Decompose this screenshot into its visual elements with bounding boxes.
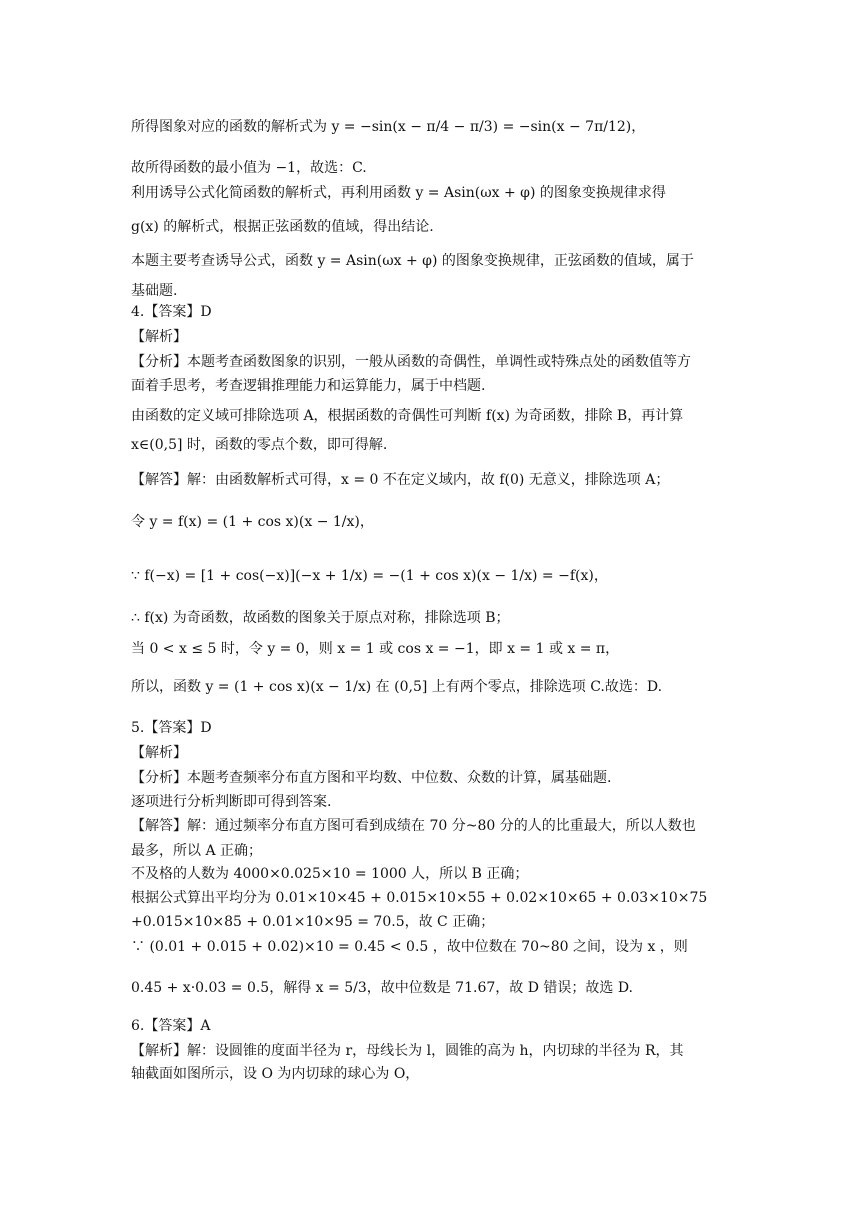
text-line: 基础题. bbox=[131, 283, 178, 299]
formula-line: +0.015×10×85 + 0.01×10×95 = 70.5，故 C 正确； bbox=[131, 914, 495, 930]
text-line: 逐项进行分析判断即可得到答案. bbox=[131, 794, 332, 810]
text-line: 故所得函数的最小值为 −1，故选：C. bbox=[131, 160, 367, 176]
text-line: 【分析】本题考查频率分布直方图和平均数、中位数、众数的计算，属基础题. bbox=[131, 770, 612, 786]
text-line: 面着手思考，考查逻辑推理能力和运算能力，属于中档题. bbox=[131, 378, 486, 394]
answer-heading: 4.【答案】D bbox=[131, 304, 212, 320]
formula-line: 根据公式算出平均分为 0.01×10×45 + 0.015×10×55 + 0.02×10×65 + 0.03×10×75 bbox=[131, 890, 708, 906]
formula-line: 令 y = f(x) = (1 + cos x)(x − 1/x)， bbox=[131, 514, 374, 530]
section-heading: 【解析】 bbox=[131, 745, 187, 761]
section-heading: 【解析】 bbox=[131, 329, 187, 345]
text-line: 由函数的定义域可排除选项 A，根据函数的奇偶性可判断 f(x) 为奇函数，排除 B，再计算 bbox=[131, 408, 684, 424]
formula-line: ∵ (0.01 + 0.015 + 0.02)×10 = 0.45 < 0.5 ，故中位数在 70~80 之间，设为 x ，则 bbox=[131, 939, 688, 955]
text-line: 轴截面如图所示，设 O 为内切球的球心为 O， bbox=[131, 1066, 420, 1082]
text-line: 本题主要考查诱导公式，函数 y = Asin(ωx + φ) 的图象变换规律，正弦函数的值域，属于 bbox=[131, 253, 694, 269]
text-line: 【解答】解：通过频率分布直方图可看到成绩在 70 分~80 分的人的比重最大，所以人数也 bbox=[131, 818, 696, 834]
text-line: x∈(0,5] 时，函数的零点个数，即可得解. bbox=[131, 437, 388, 453]
answer-heading: 5.【答案】D bbox=[131, 720, 212, 736]
text-line: 【解答】解：由函数解析式可得，x = 0 不在定义域内，故 f(0) 无意义，排除选项 A； bbox=[131, 472, 670, 488]
text-line: ∴ f(x) 为奇函数，故函数的图象关于原点对称，排除选项 B； bbox=[131, 610, 510, 626]
formula-line: ∵ f(−x) = [1 + cos(−x)](−x + 1/x) = −(1 + cos x)(x − 1/x) = −f(x)， bbox=[131, 568, 608, 584]
text-line: 【解析】解：设圆锥的度面半径为 r，母线长为 l，圆锥的高为 h，内切球的半径为 R，其 bbox=[131, 1043, 684, 1059]
text-line: g(x) 的解析式，根据正弦函数的值域，得出结论. bbox=[131, 219, 434, 235]
formula-line: 所以，函数 y = (1 + cos x)(x − 1/x) 在 (0,5] 上有两个零点，排除选项 C.故选：D. bbox=[131, 679, 663, 695]
text-line: 所得图象对应的函数的解析式为 y = −sin(x − π/4 − π/3) = −sin(x − 7π/12)， bbox=[131, 119, 646, 135]
text-line: 最多，所以 A 正确； bbox=[131, 843, 263, 859]
formula-line: 0.45 + x·0.03 = 0.5，解得 x = 5/3，故中位数是 71.67，故 D 错误；故选 D. bbox=[131, 980, 634, 996]
text-line: 不及格的人数为 4000×0.025×10 = 1000 人，所以 B 正确； bbox=[131, 866, 529, 882]
text-line: 【分析】本题考查函数图象的识别，一般从函数的奇偶性，单调性或特殊点处的函数值等方 bbox=[131, 354, 691, 370]
text-line: 利用诱导公式化简函数的解析式，再利用函数 y = Asin(ωx + φ) 的图象变换规律求得 bbox=[131, 185, 666, 201]
answer-heading: 6.【答案】A bbox=[131, 1018, 211, 1034]
text-line: 当 0 < x ≤ 5 时，令 y = 0，则 x = 1 或 cos x = −1，即 x = 1 或 x = π， bbox=[131, 641, 620, 657]
